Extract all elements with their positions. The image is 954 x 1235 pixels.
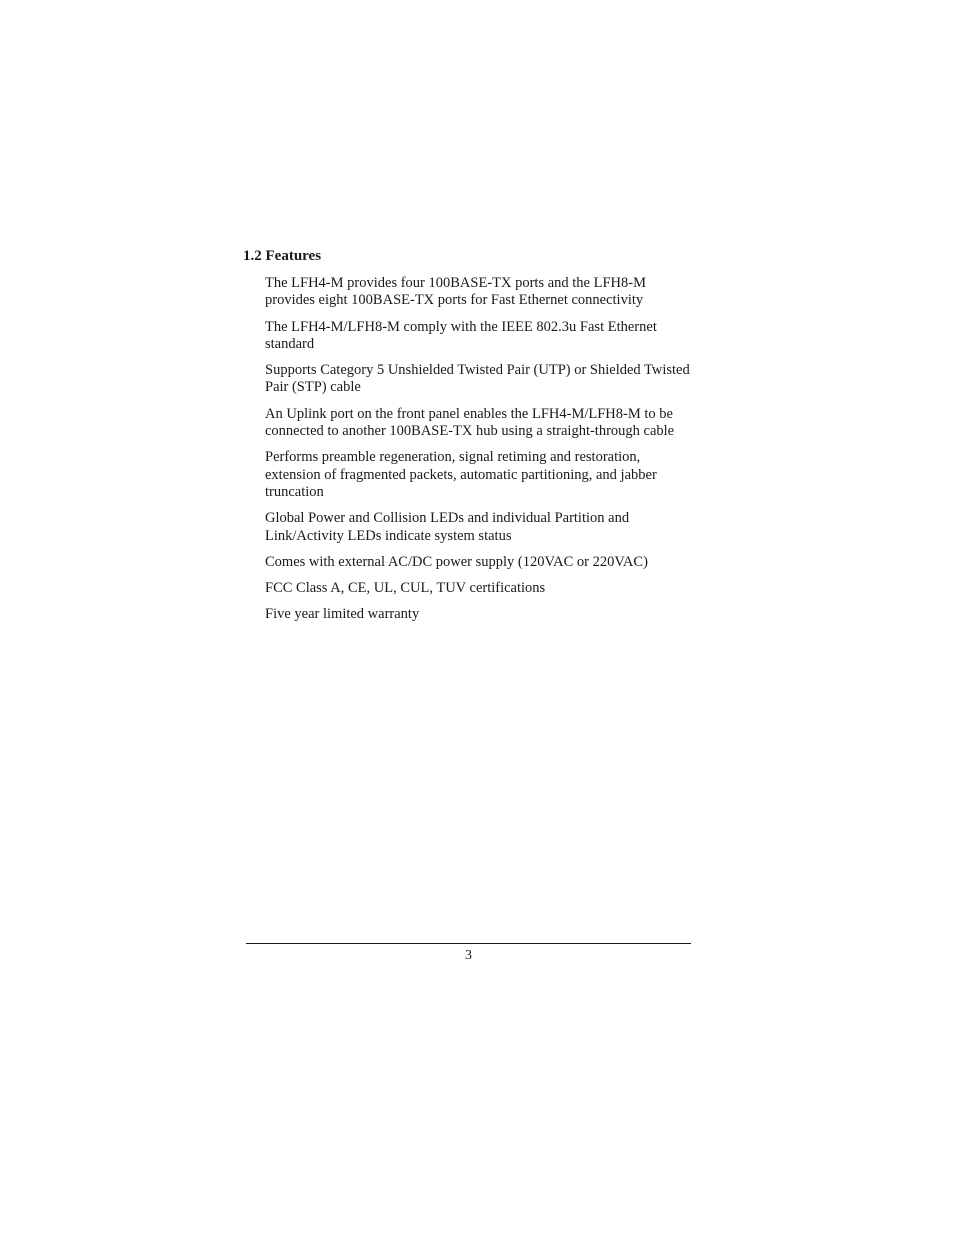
feature-item: The LFH4-M provides four 100BASE-TX ports and the LFH8-M provides eight 100BASE-TX ports for Fast Ethernet connectivity: [265, 275, 646, 309]
feature-item: FCC Class A, CE, UL, CUL, TUV certifications: [265, 580, 546, 597]
feature-item: Comes with external AC/DC power supply (120VAC or 220VAC): [265, 553, 648, 570]
feature-item: Five year limited warranty: [265, 606, 420, 623]
feature-item: Performs preamble regeneration, signal retiming and restoration, extension of fragmented packets, automatic partitioning, and jabber truncation: [265, 449, 657, 500]
feature-item: Supports Category 5 Unshielded Twisted Pair (UTP) or Shielded Twisted Pair (STP) cable: [265, 362, 690, 396]
footer-rule: [246, 943, 691, 944]
feature-item: Global Power and Collision LEDs and individual Partition and Link/Activity LEDs indicate system status: [265, 510, 630, 544]
page-number: 3: [465, 948, 472, 963]
section-heading: 1.2 Features: [243, 248, 322, 264]
feature-item: An Uplink port on the front panel enables the LFH4-M/LFH8-M to be connected to another 100BASE-TX hub using a straight-through cable: [265, 405, 675, 440]
feature-item: The LFH4-M/LFH8-M comply with the IEEE 802.3u Fast Ethernet standard: [265, 318, 657, 352]
feature-list: [265, 275, 695, 633]
